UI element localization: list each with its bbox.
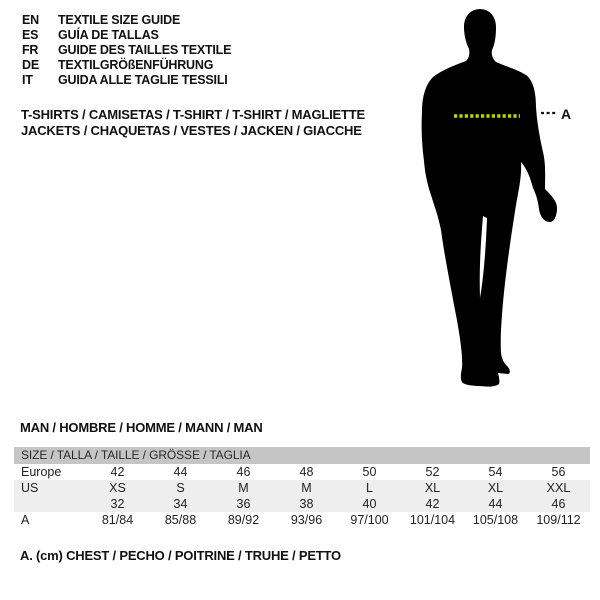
language-title: GUIDA ALLE TAGLIE TESSILI [58, 73, 228, 87]
size-cell: 48 [299, 465, 314, 479]
language-row [22, 13, 231, 28]
size-cell: L [366, 481, 373, 495]
size-cell: 101/104 [409, 513, 456, 527]
size-cell: 44 [173, 465, 188, 479]
size-cell: XS [109, 481, 126, 495]
language-title: GUÍA DE TALLAS [58, 28, 159, 42]
language-row [22, 73, 231, 88]
size-cell: 36 [236, 497, 251, 511]
size-cell: 42 [425, 497, 440, 511]
size-cell: 32 [110, 497, 125, 511]
row-label [14, 496, 86, 512]
category-titles [21, 107, 365, 138]
man-silhouette-shape [422, 9, 557, 387]
language-code: FR [22, 43, 39, 57]
size-cell: M [301, 481, 312, 495]
size-cell: 89/92 [227, 513, 260, 527]
row-label: US [21, 481, 39, 495]
language-title: TEXTILE SIZE GUIDE [58, 13, 181, 27]
size-cell: 109/112 [536, 513, 581, 527]
size-cell: XL [487, 481, 504, 495]
size-cell: 46 [236, 465, 251, 479]
size-table-body [14, 464, 590, 528]
size-table [14, 447, 590, 528]
category-line-jackets: JACKETS / CHAQUETAS / VESTES / JACKEN / GIACCHE [21, 122, 362, 138]
size-cell: 34 [173, 497, 188, 511]
row-label: Europe [21, 465, 62, 479]
language-row [22, 28, 231, 43]
table-row [14, 464, 590, 480]
size-cell: 81/84 [101, 513, 134, 527]
size-cell: 97/100 [350, 513, 389, 527]
measure-label-a: A [561, 106, 572, 122]
language-title: GUIDE DES TAILLES TEXTILE [58, 43, 232, 57]
table-row [14, 480, 590, 496]
language-row [22, 43, 231, 58]
table-row [14, 496, 590, 512]
size-cell: 85/88 [164, 513, 197, 527]
size-cell: M [238, 481, 249, 495]
table-row [14, 512, 590, 528]
language-code: DE [22, 58, 39, 72]
size-cell: 105/108 [472, 513, 519, 527]
row-label: A [21, 513, 30, 527]
size-cell: 50 [362, 465, 377, 479]
size-cell: 93/96 [290, 513, 323, 527]
size-cell: 46 [551, 497, 566, 511]
language-title: TEXTILGRÖßENFÜHRUNG [58, 58, 214, 72]
language-code: IT [22, 73, 33, 87]
man-silhouette [400, 5, 580, 395]
language-code: ES [22, 28, 39, 42]
size-cell: 52 [425, 465, 440, 479]
measurement-footnote: A. (cm) CHEST / PECHO / POITRINE / TRUHE / PETTO [20, 548, 341, 563]
category-line-tshirts: T-SHIRTS / CAMISETAS / T-SHIRT / T-SHIRT / MAGLIETTE [21, 107, 365, 122]
size-cell: 40 [362, 497, 377, 511]
size-cell: 38 [299, 497, 314, 511]
size-cell: XXL [546, 481, 571, 495]
size-cell: 56 [551, 465, 566, 479]
language-code: EN [22, 13, 39, 27]
section-title-man: MAN / HOMBRE / HOMME / MANN / MAN [20, 420, 263, 435]
language-row [22, 58, 231, 73]
size-table-header: SIZE / TALLA / TAILLE / GRÖSSE / TAGLIA [14, 447, 590, 464]
size-cell: 54 [488, 465, 503, 479]
size-cell: S [176, 481, 185, 495]
language-list [22, 13, 231, 88]
size-cell: 42 [110, 465, 125, 479]
size-cell: 44 [488, 497, 503, 511]
size-cell: XL [424, 481, 441, 495]
